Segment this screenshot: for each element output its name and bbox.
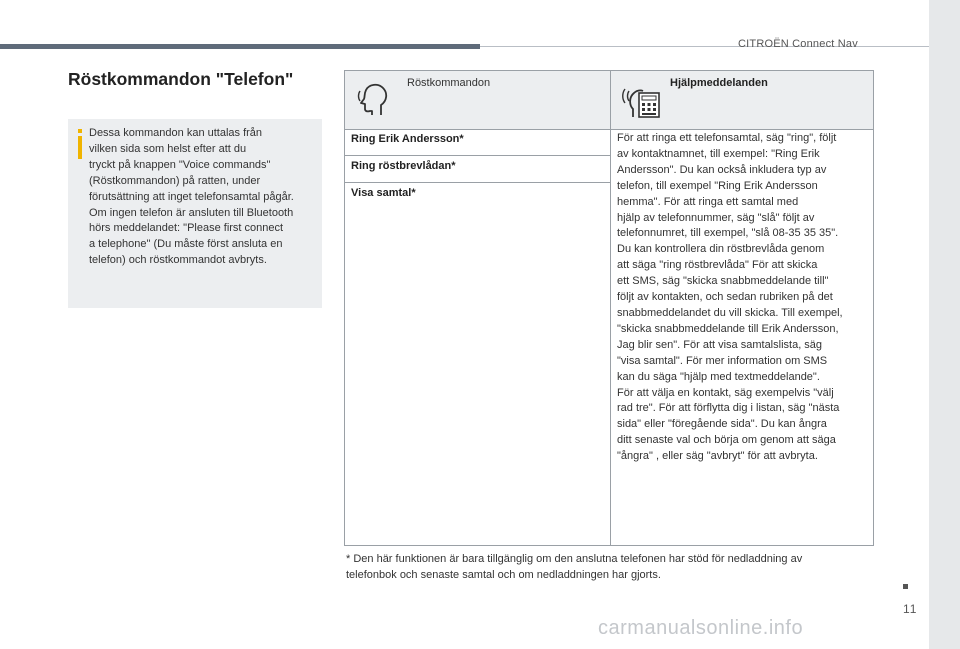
header-rule-thin — [480, 46, 929, 47]
continuation-marker — [903, 584, 908, 589]
column-header-help: Hjälpmeddelanden — [670, 77, 768, 89]
help-message-text: För att ringa ett telefonsamtal, säg "ring", följt av kontaktnamnet, till exempel: "Ring Erik Andersson". Du kan också inkludera typ av telefon, till exempel "Ring Erik Andersson hemma". För att ringa ett samtal med hjälp av telefonnummer, säg "slå" följt av telefonnumret, till exempel, "slå 08-35 35 35". Du kan kontrollera din röstbrevlåda genom att säga "ring röstbrevlåda" För att skicka ett SMS, säg "skicka snabbmeddelande till" följt av kontakten, och sedan rubriken på det snabbmeddelandet du vill skicka. Till exempel, "skicka snabbmeddelande till Erik Andersson, Jag blir sen". För att visa samtalslista, säg "visa samtal". För mer information om SMS kan du säga "hjälp med textmeddelande". För att välja en kontakt, säg exempelvis "välj rad tre". För att förflytta dig i listan, säg "nästa sida" eller "föregående sida". Du kan ångra ditt senaste val och börja om genom att säga "ångra" , eller säg "avbryt" för att avbryta. — [617, 132, 843, 463]
command-show-calls: Visa samtal* — [351, 187, 416, 199]
brand-label: CITROËN Connect Nav — [738, 38, 858, 50]
info-note — [68, 119, 322, 308]
row-divider — [345, 155, 610, 156]
column-divider — [610, 71, 611, 545]
column-header-commands: Röstkommandon — [407, 77, 491, 89]
table-header-row — [345, 71, 873, 130]
page-edge-band — [929, 0, 960, 649]
voice-command-table — [344, 70, 874, 546]
command-call-contact: Ring Erik Andersson* — [351, 133, 464, 145]
command-call-voicemail: Ring röstbrevlådan* — [351, 160, 456, 172]
voice-command-icon — [357, 83, 393, 117]
footnote: * Den här funktionen är bara tillgänglig om den anslutna telefonen har stöd för nedladdning av telefonbok och senaste samtal och om nedladdningen har gjorts. — [346, 553, 803, 581]
page-title: Röstkommandon "Telefon" — [68, 69, 294, 89]
row-divider — [345, 182, 610, 183]
watermark: carmanualsonline.info — [598, 617, 804, 639]
info-icon — [75, 129, 85, 159]
page-number: 11 — [903, 602, 918, 616]
header-rule — [0, 44, 480, 49]
note-text: Dessa kommandon kan uttalas från vilken sida som helst efter att du tryckt på knappen "Voice commands" (Röstkommandon) på ratten, under förutsättning att inget telefonsamtal pågår. Om ingen telefon är ansluten till Bluetooth hörs meddelandet: "Please first connect a telephone" (Du måste först ansluta en telefon) och röstkommandot avbryts. — [89, 127, 294, 267]
help-message-icon — [619, 81, 661, 119]
